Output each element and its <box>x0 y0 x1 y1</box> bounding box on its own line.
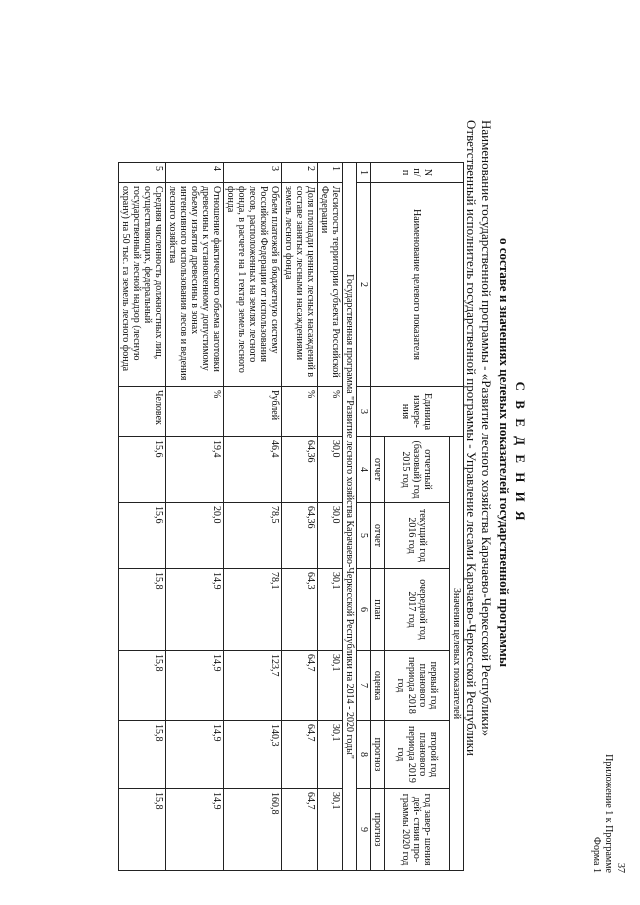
value-2015: 46,4 <box>224 437 282 503</box>
appendix-note <box>590 754 614 873</box>
indicator-name: Лесистость территории субъекта Российской Федерации <box>318 183 343 387</box>
header-2015: отчетный (базовый) год 2015 год <box>385 437 450 503</box>
value-2020: 64,7 <box>282 789 318 871</box>
document-title: С В Е Д Е Н И Я <box>513 381 528 524</box>
row-number: 4 <box>166 163 224 183</box>
row-number: 1 <box>318 163 343 183</box>
document-subtitle: о составе и значениях целевых показателей государственной программы <box>497 237 512 668</box>
value-2018: 30,1 <box>318 651 343 721</box>
value-2019: 15,8 <box>119 721 166 789</box>
colnum-cell: 5 <box>357 503 371 569</box>
value-2017: 15,8 <box>119 569 166 651</box>
value-2020: 160,8 <box>224 789 282 871</box>
header-2019: второй год планового периода 2019 год <box>385 721 450 789</box>
value-2018: 14,9 <box>166 651 224 721</box>
indicator-unit: % <box>166 387 224 437</box>
header-2018: первый год планового периода 2018 год <box>385 651 450 721</box>
colnum-cell: 6 <box>357 569 371 651</box>
header-values-group: Значения целевых показателей <box>450 437 464 871</box>
executor-line: Ответственный исполнитель государственной программы - Управление лесами Карачаево-Черкесской Республики <box>464 120 479 756</box>
table-row <box>224 163 282 871</box>
status-cell: оценка <box>371 651 385 721</box>
table-row <box>318 163 343 871</box>
value-2016: 30,0 <box>318 503 343 569</box>
colnum-cell: 1 <box>357 163 371 183</box>
section-title: Государственная программа "Развитие лесного хозяйства Карачаево-Черкесской Республики на 2014 - 2020 годы" <box>343 163 357 871</box>
status-cell: прогноз <box>371 721 385 789</box>
value-2020: 30,1 <box>318 789 343 871</box>
indicator-unit: Рублей <box>224 387 282 437</box>
colnum-cell: 4 <box>357 437 371 503</box>
value-2018: 123,7 <box>224 651 282 721</box>
header-2016: текущий год 2016 год <box>385 503 450 569</box>
value-2015: 19,4 <box>166 437 224 503</box>
colnum-cell: 8 <box>357 721 371 789</box>
value-2018: 15,8 <box>119 651 166 721</box>
indicators-table <box>118 162 464 871</box>
indicator-name: Отношение фактического объема заготовки древесины к установленному допустимому объему изъятия древесины в зонах интенсивного использования лесов и ведения лесного хозяйства <box>166 183 224 387</box>
row-number: 3 <box>224 163 282 183</box>
value-2019: 14,9 <box>166 721 224 789</box>
header-name: Наименование целевого показателя <box>371 183 464 387</box>
page-number: 37 <box>615 863 626 873</box>
colnum-cell: 9 <box>357 789 371 871</box>
value-2017: 64,3 <box>282 569 318 651</box>
value-2016: 20,0 <box>166 503 224 569</box>
value-2016: 64,36 <box>282 503 318 569</box>
table-row <box>166 163 224 871</box>
colnum-cell: 2 <box>357 183 371 387</box>
value-2017: 78,1 <box>224 569 282 651</box>
row-number: 5 <box>119 163 166 183</box>
status-cell: прогноз <box>371 789 385 871</box>
value-2020: 14,9 <box>166 789 224 871</box>
table-row <box>119 163 166 871</box>
value-2019: 140,3 <box>224 721 282 789</box>
value-2017: 30,1 <box>318 569 343 651</box>
appendix-line-2: Форма 1 <box>591 837 602 873</box>
value-2015: 30,0 <box>318 437 343 503</box>
indicator-name: Объем платежей в бюджетную систему Российской Федерации от использования лесов, расположенных на землях лесного фонда, в расчете на 1 гектар земель лесного фонда <box>224 183 282 387</box>
header-num: N п/п <box>371 163 464 183</box>
header-row <box>450 163 464 871</box>
value-2019: 30,1 <box>318 721 343 789</box>
header-2020: год завер- шения дей- ствия про- граммы 2020 год <box>385 789 450 871</box>
indicator-name: Средняя численность должностных лиц, осуществляющих, федеральный государственный лесной надзор (лесную охрану) на 50 тыс. га земель лесного фонда <box>119 183 166 387</box>
appendix-line-1: Приложение 1 к Программе <box>603 754 614 873</box>
table-row <box>282 163 318 871</box>
value-2016: 78,5 <box>224 503 282 569</box>
value-2017: 14,9 <box>166 569 224 651</box>
status-cell: план <box>371 569 385 651</box>
header-2017: очередной год 2017 год <box>385 569 450 651</box>
indicator-name: Доля площади ценных лесных насаждений в составе занятых лесными насаждениями земель лесного фонда <box>282 183 318 387</box>
indicator-unit: % <box>282 387 318 437</box>
status-cell: отчет <box>371 437 385 503</box>
value-2015: 15,6 <box>119 437 166 503</box>
indicator-unit: % <box>318 387 343 437</box>
indicator-unit: Человек <box>119 387 166 437</box>
value-2016: 15,6 <box>119 503 166 569</box>
header-unit: Единица измере- ния <box>371 387 464 437</box>
colnum-cell: 3 <box>357 387 371 437</box>
section-row <box>343 163 357 871</box>
colnum-cell: 7 <box>357 651 371 721</box>
program-name-line: Наименование государственной программы - «Развитие лесного хозяйства Карачаево-Черкесской Республики» <box>479 120 494 737</box>
value-2019: 64,7 <box>282 721 318 789</box>
status-cell: отчет <box>371 503 385 569</box>
value-2020: 15,8 <box>119 789 166 871</box>
column-numbers-row <box>357 163 371 871</box>
value-2015: 64,36 <box>282 437 318 503</box>
value-2018: 64,7 <box>282 651 318 721</box>
row-number: 2 <box>282 163 318 183</box>
